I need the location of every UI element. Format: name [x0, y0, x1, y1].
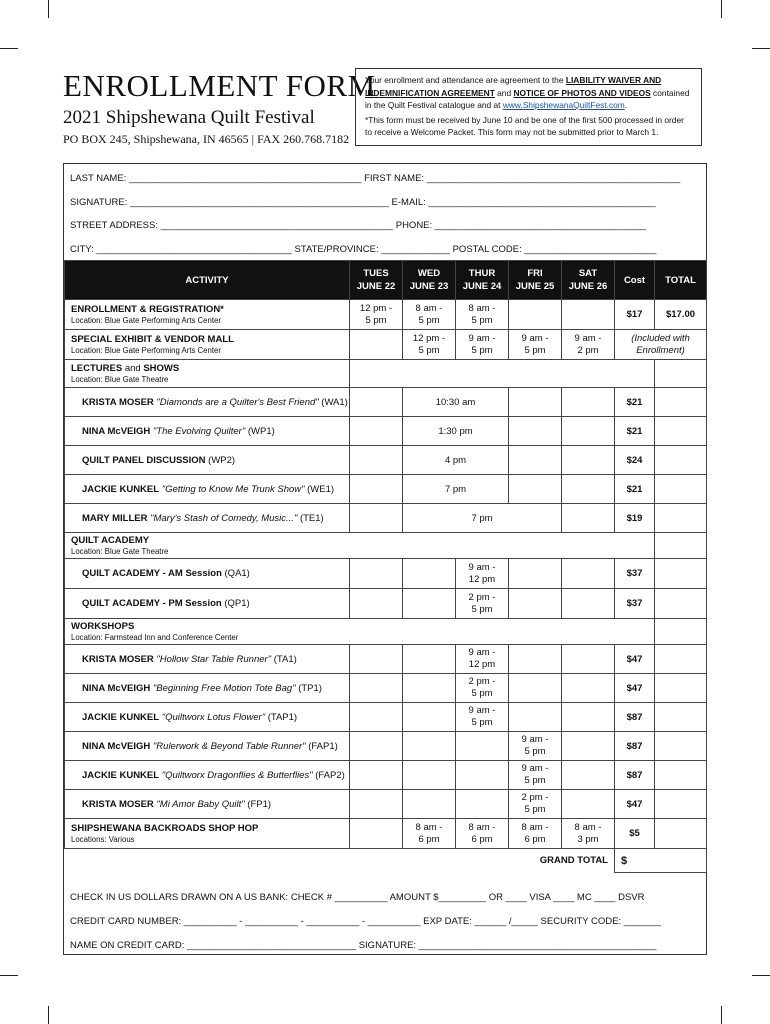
- crop-mark: [752, 975, 770, 976]
- table-row: JACKIE KUNKEL "Quiltworx Lotus Flower" (TAP1) 9 am - 5 pm $87: [65, 703, 707, 732]
- table-row: JACKIE KUNKEL "Quiltworx Dragonflies & Butterflies" (FAP2) 9 am - 5 pm $87: [65, 761, 707, 790]
- table-row: SHIPSHEWANA BACKROADS SHOP HOP Locations: Various 8 am - 6 pm 8 am - 6 pm 8 am - 6 pm 8 am - 3 pm $5: [65, 819, 707, 849]
- enrollment-form: [63, 163, 707, 955]
- table-row: KRISTA MOSER "Diamonds are a Quilter's Best Friend" (WA1) 10:30 am $21: [65, 388, 707, 417]
- table-row: QUILT ACADEMY - AM Session (QA1) 9 am - 12 pm $37: [65, 559, 707, 589]
- table-row: KRISTA MOSER "Hollow Star Table Runner" (TA1) 9 am - 12 pm $47: [65, 645, 707, 674]
- agreement-notice: Your enrollment and attendance are agreement to the LIABILITY WAIVER AND INDEMNIFICATION AGREEMENT and NOTICE OF PHOTOS AND VIDEOS contained in the Quilt Festival catalogue and at www.ShipshewanaQuiltFest.com. *This form must be received by June 10 and be one of the first 500 processed in order to receive a Welcome Packet. This form may not be submitted prior to March 1.: [355, 68, 702, 146]
- col-cost: Cost: [615, 261, 655, 300]
- table-section-lectures: LECTURES and SHOWS Location: Blue Gate Theatre: [65, 360, 707, 388]
- signature-email-fields[interactable]: SIGNATURE: _________________________________________________ E-MAIL: ___________________________________________: [70, 197, 656, 208]
- table-section-workshops: WORKSHOPS Location: Farmstead Inn and Conference Center: [65, 619, 707, 645]
- col-total: TOTAL: [655, 261, 707, 300]
- table-row: NINA McVEIGH "The Evolving Quilter" (WP1) 1:30 pm $21: [65, 417, 707, 446]
- table-row: SPECIAL EXHIBIT & VENDOR MALL Location: Blue Gate Performing Arts Center 12 pm - 5 pm 9 am - 5 pm 9 am - 5 pm 9 am - 2 pm (Included with Enrollment): [65, 330, 707, 360]
- table-row: QUILT ACADEMY - PM Session (QP1) 2 pm - 5 pm $37: [65, 589, 707, 619]
- table-section-academy: QUILT ACADEMY Location: Blue Gate Theatre: [65, 533, 707, 559]
- crop-mark: [0, 975, 18, 976]
- table-row: QUILT PANEL DISCUSSION (WP2) 4 pm $24: [65, 446, 707, 475]
- city-state-postal-fields[interactable]: CITY: _____________________________________ STATE/PROVINCE: _____________ POSTAL CODE: _________________________: [70, 244, 657, 255]
- table-header: [65, 261, 707, 300]
- grand-total-label: GRAND TOTAL: [539, 855, 608, 867]
- table-row: KRISTA MOSER "Mi Amor Baby Quilt" (FP1) 2 pm - 5 pm $47: [65, 790, 707, 819]
- crop-mark: [0, 48, 18, 49]
- check-payment-line[interactable]: CHECK IN US DOLLARS DRAWN ON A US BANK: CHECK # __________ AMOUNT $_________ OR ____ VISA ____ MC ____ DSVR: [70, 892, 645, 903]
- credit-card-line[interactable]: CREDIT CARD NUMBER: __________ - __________ - __________ - __________ EXP DATE: ______ /_____ SECURITY CODE: _______: [70, 916, 661, 927]
- crop-mark: [721, 1006, 722, 1024]
- page-title: ENROLLMENT FORM: [63, 68, 376, 103]
- table-row: NINA McVEIGH "Rulerwork & Beyond Table Runner" (FAP1) 9 am - 5 pm $87: [65, 732, 707, 761]
- grand-total-row: [65, 849, 707, 873]
- col-fri: FRI JUNE 25: [509, 261, 562, 300]
- festival-link[interactable]: www.ShipshewanaQuiltFest.com: [502, 100, 625, 110]
- card-name-signature-line[interactable]: NAME ON CREDIT CARD: ________________________________ SIGNATURE: _____________________________________________: [70, 940, 657, 951]
- event-subtitle: 2021 Shipshewana Quilt Festival: [63, 107, 315, 128]
- table-row: JACKIE KUNKEL "Getting to Know Me Trunk Show" (WE1) 7 pm $21: [65, 475, 707, 504]
- col-activity: ACTIVITY: [65, 261, 350, 300]
- activity-table: [64, 260, 707, 873]
- table-row: ENROLLMENT & REGISTRATION* Location: Blue Gate Performing Arts Center 12 pm - 5 pm 8 am - 5 pm 8 am - 5 pm $17 $17.00: [65, 300, 707, 330]
- name-fields[interactable]: LAST NAME: ____________________________________________ FIRST NAME: ________________________________________________: [70, 173, 681, 184]
- crop-mark: [48, 0, 49, 18]
- crop-mark: [48, 1006, 49, 1024]
- table-row: NINA McVEIGH "Beginning Free Motion Tote Bag" (TP1) 2 pm - 5 pm $47: [65, 674, 707, 703]
- crop-mark: [752, 48, 770, 49]
- col-wed: WED JUNE 23: [403, 261, 456, 300]
- col-thu: THUR JUNE 24: [456, 261, 509, 300]
- mailing-address: PO BOX 245, Shipshewana, IN 46565 | FAX 260.768.7182: [63, 132, 350, 146]
- col-tue: TUES JUNE 22: [350, 261, 403, 300]
- grand-total-value[interactable]: $: [615, 849, 707, 873]
- crop-mark: [721, 0, 722, 18]
- table-row: MARY MILLER "Mary's Stash of Comedy, Music..." (TE1) 7 pm $19: [65, 504, 707, 533]
- col-sat: SAT JUNE 26: [562, 261, 615, 300]
- address-phone-fields[interactable]: STREET ADDRESS: ____________________________________________ PHONE: ________________________________________: [70, 220, 647, 231]
